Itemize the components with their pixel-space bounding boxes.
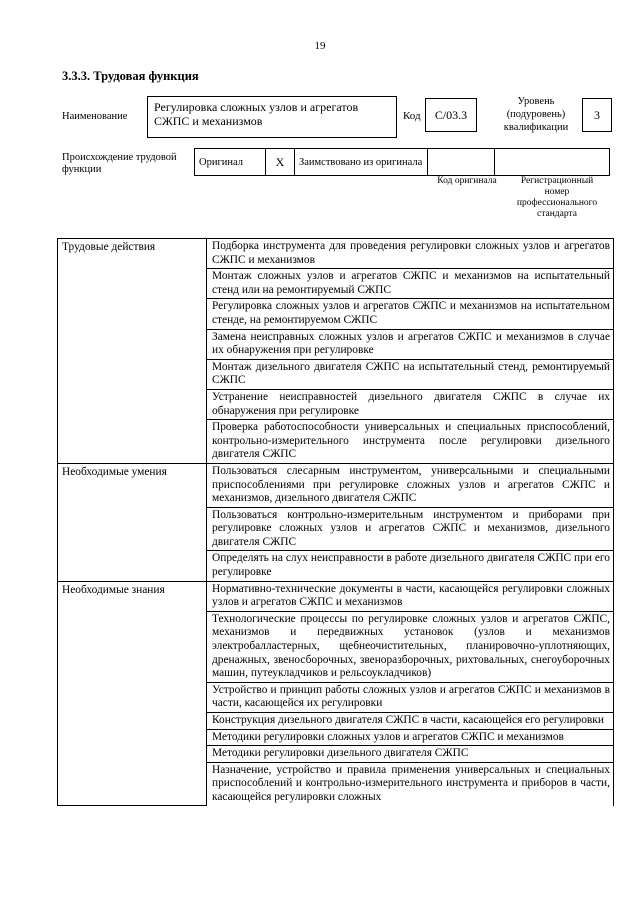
origin-label: Происхождение трудовой функции bbox=[62, 152, 177, 175]
code-original-label: Код оригинала bbox=[437, 176, 497, 186]
list-item: Пользоваться слесарным инструментом, универсальными и специальными приспособлениями при регулировке сложных узлов и агрегатов СЖПС и механизмов, дизельного двигателя СЖПС bbox=[207, 463, 614, 507]
level-label: Уровень (подуровень) квалификации bbox=[503, 96, 569, 133]
code-original-cell bbox=[428, 149, 495, 176]
list-item: Определять на слух неисправности в работе дизельного двигателя СЖПС при его регулировке bbox=[207, 551, 614, 581]
reg-number-label: Регистрационный номер профессионального стандарта bbox=[516, 176, 598, 219]
category-required-knowledge: Необходимые знания bbox=[58, 581, 207, 805]
list-item: Устройство и принцип работы сложных узлов и агрегатов СЖПС и механизмов в части, касающейся их регулировки bbox=[207, 682, 614, 712]
list-item: Проверка работоспособности универсальных и специальных приспособлений, контрольно-измерительного инструмента после регулировки дизельного двигателя СЖПС bbox=[207, 420, 614, 464]
section-title: 3.3.3. Трудовая функция bbox=[62, 69, 199, 83]
table-row bbox=[58, 463, 614, 507]
list-item: Нормативно-технические документы в части, касающейся регулировки сложных узлов и агрегатов СЖПС и механизмов bbox=[207, 581, 614, 611]
name-value: Регулировка сложных узлов и агрегатов СЖПС и механизмов bbox=[147, 96, 397, 138]
list-item: Устранение неисправностей дизельного двигателя СЖПС в случае их обнаружения при регулировке bbox=[207, 389, 614, 419]
list-item: Замена неисправных сложных узлов и агрегатов СЖПС и механизмов в случае их обнаружения при регулировке bbox=[207, 329, 614, 359]
original-mark: X bbox=[266, 149, 295, 176]
borrowed-label: Заимствовано из оригинала bbox=[295, 149, 428, 176]
list-item: Монтаж дизельного двигателя СЖПС на испытательный стенд, ремонтируемый СЖПС bbox=[207, 359, 614, 389]
page-number: 19 bbox=[314, 40, 326, 52]
reg-number-cell bbox=[495, 149, 610, 176]
list-item: Пользоваться контрольно-измерительным инструментом и приборами при регулировке сложных узлов и агрегатов СЖПС и механизмов, дизельного двигателя СЖПС bbox=[207, 507, 614, 551]
category-labor-actions: Трудовые действия bbox=[58, 239, 207, 464]
list-item: Методики регулировки сложных узлов и агрегатов СЖПС и механизмов bbox=[207, 729, 614, 746]
list-item: Регулировка сложных узлов и агрегатов СЖПС и механизмов на испытательном стенде, на ремонтируемом СЖПС bbox=[207, 299, 614, 329]
function-table bbox=[57, 238, 614, 806]
level-value: 3 bbox=[582, 98, 612, 132]
table-row bbox=[58, 581, 614, 611]
list-item: Подборка инструмента для проведения регулировки сложных узлов и агрегатов СЖПС и механизмов bbox=[207, 239, 614, 269]
list-item: Методики регулировки дизельного двигателя СЖПС bbox=[207, 746, 614, 763]
table-row bbox=[58, 239, 614, 269]
code-value: С/03.3 bbox=[425, 98, 477, 132]
origin-table bbox=[194, 148, 610, 176]
name-label: Наименование bbox=[62, 111, 128, 122]
list-item: Монтаж сложных узлов и агрегатов СЖПС и механизмов на испытательный стенд или на ремонтируемый СЖПС bbox=[207, 269, 614, 299]
code-label: Код bbox=[403, 110, 421, 122]
list-item: Конструкция дизельного двигателя СЖПС в части, касающейся его регулировки bbox=[207, 713, 614, 730]
category-required-skills: Необходимые умения bbox=[58, 463, 207, 581]
original-label: Оригинал bbox=[195, 149, 266, 176]
list-item: Технологические процессы по регулировке сложных узлов и агрегатов СЖПС, механизмов и передвижных установок (узлов и механизмов электробалластерных, щебнеочистительных, планировочно-уплотняющих, дренажных, звеносборочных, звеноразборочных, рихтовальных, снегоуборочных машин, путеукладчиков и рельсоукладчиков) bbox=[207, 611, 614, 682]
list-item: Назначение, устройство и правила применения универсальных и специальных приспособлений и контрольно-измерительного инструмента и приборов в части, касающейся регулировки сложных bbox=[207, 762, 614, 805]
